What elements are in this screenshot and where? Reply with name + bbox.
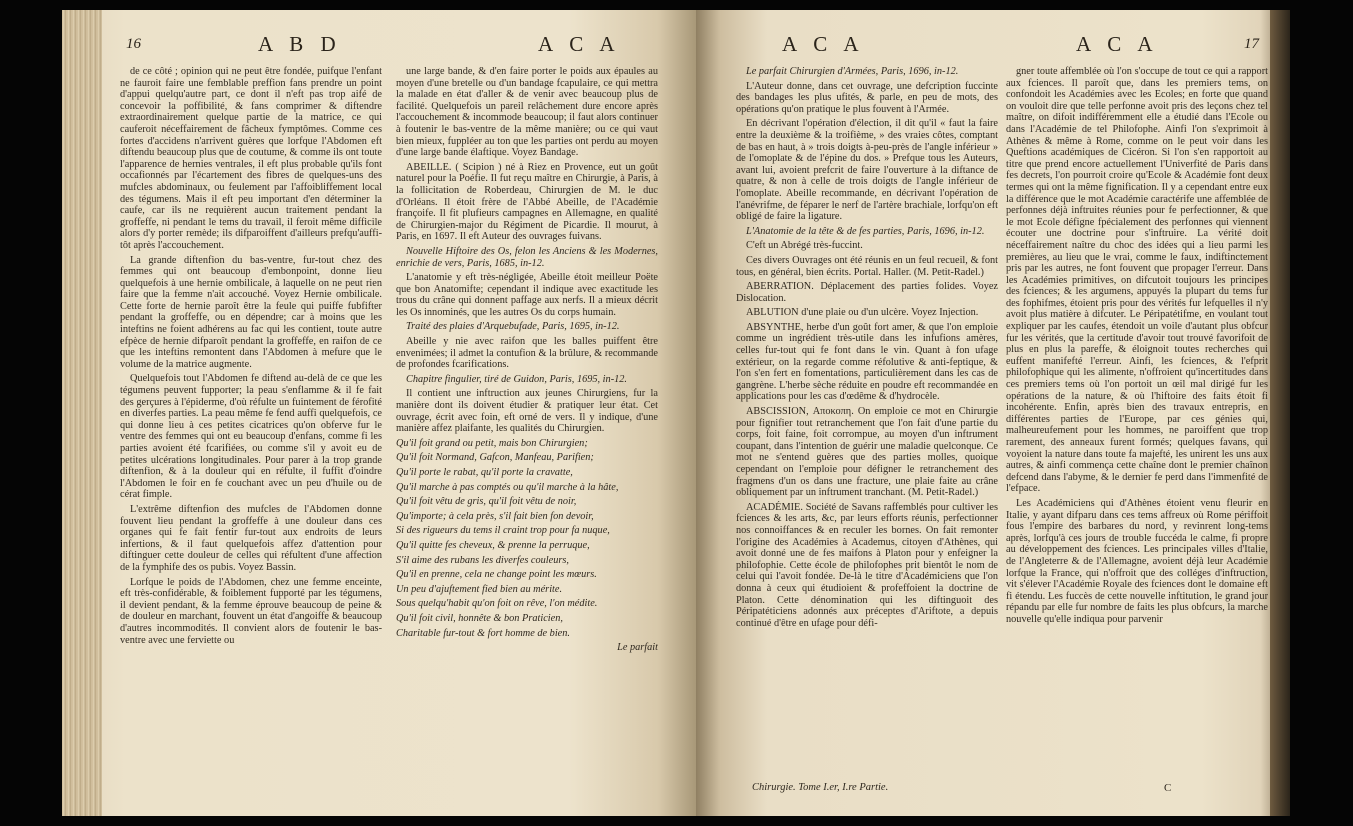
paragraph: Quelquefois tout l'Abdomen fe diftend au-delà de ce que les tégumens peuvent fupporter; la peau s'enflamme & il fe fait des gerçures à l'épiderme, d'où réfulte un fuintement de férofité en diverfes parties. La peau même fe fend auffi quelquefois, ce qui donne lieu à ces petites cicatrices qu'on obferve fur le ventre des femmes qui ont eu beaucoup d'enfans, comme fi les parties avoient été fcarifiées, ou comme s'il y avoit eu de petites ulcérations longitudinales. Pour parer à la trop grande diftenfion, & à la douleur qui en réfulte, il fuffit d'oindre l'Abdomen le foir en fe couchant avec un peu d'huile ou de cérat fimple. (120, 373, 382, 501)
page-edges (62, 10, 102, 816)
paragraph: ABEILLE. ( Scipion ) né à Riez en Provence, eut un goût naturel pour la Poéfie. Il fut reçu maître en Chirurgie, à Paris, à la follicitation de Roberdeau, Chirurgien de M. le duc d'Orléans. Il étoit frère de l'Abbé Abeille, de l'Académie françoife. Il fit plufieurs campagnes en Allemagne, en qualité de Chirurgien-major du Régiment de Picardie. Il mourut, à Paris, en 1697. Il eft Auteur des ouvrages fuivans. (396, 161, 658, 243)
page-edge-right (1270, 10, 1290, 816)
paragraph: ABSCISSION, Αποκοπη. On emploie ce mot en Chirurgie pour fignifier tout retranchement que l'on fait d'une partie du corps, foit faine, foit corrompue, au moyen d'un inftrument coupant, dans l'intention de guérir une maladie quelconque. Ce mot ne s'entend guères que des parties molles, quoique cependant on l'emploie pour défigner le retranchement des fragmens d'un os dans une fracture, une plaie faite au crâne obliquement par un inftrument tranchant. (M. Petit-Radel.) (736, 406, 998, 499)
right-page (696, 10, 1290, 816)
left-column-2 (396, 66, 658, 784)
paragraph: Chapitre fingulier, tiré de Guidon, Paris, 1695, in-12. (406, 373, 627, 385)
paragraph: Qu'il foit grand ou petit, mais bon Chirurgien; (396, 437, 588, 449)
paragraph: ABSYNTHE, herbe d'un goût fort amer, & que l'on emploie comme un ingrédient très-utile dans les infufions amères, celles fur-tout qui fe font dans le vin. Quant à fon ufage extérieur, on la regarde comme réfolutive & anti-feptique, & l'on s'en fert en fomentations, particulièrement dans les cas de gangrène. L'herbe sèche réduite en poudre eft recommandée en applications pour les cas d'œdême & d'hydrocèle. (736, 321, 998, 403)
paragraph: Abeille y nie avec raifon que les balles puiffent être envenimées; il admet la contufion & la brûlure, & recommande de profondes fcarifications. (396, 336, 658, 371)
left-page (62, 10, 696, 816)
running-head-abd: A B D (258, 32, 342, 56)
paragraph: C'eft un Abrégé très-fuccint. (746, 240, 863, 252)
paragraph: Sous quelqu'habit qu'on foit on rêve, l'on médite. (396, 598, 598, 610)
paragraph: de ce côté ; opinion qui ne peut être fondée, puifque l'enfant ne fauroit faire une femblable preffion fans prendre un point d'appui quelqu'autre part, ce dont il n'eft pas trop aifé de concevoir la poffibilité, & fans comprimer & diftendre extraordinairement quelque partie de la matrice, ce qui cauferoit néceffairement de fâcheux fymptômes. Comme ces fortes d'accidens n'arrivent guères que lorfque l'Abdomen eft diftendu beaucoup plus que de coutume, & comme ils ont toute l'apparence de hernies ventrales, il eft plus probable qu'ils font occafionnés par l'écartement des fibres de quelques-uns des mufcles abdominaux, ou feulement par l'affoibliffement local des tégumens. Mais il eft peu important d'en déterminer la caufe, car ils ne requièrent aucun traitement pendant la groffeffe, ni pendant le tems du travail, il feroit même difficile alors d'y porter remède; ils difparoiffent d'ailleurs prefqu'auffi-tôt après l'accouchement. (120, 66, 382, 251)
signature-mark: C (1164, 782, 1172, 794)
paragraph: Les Académiciens qui d'Athènes étoient venu fleurir en Italie, y ayant difparu dans ces tems affreux où Rome périffoit fous l'empire des barbares du nord, y revinrent long-tems après, lorfqu'à ces jours de trouble fuccéda le calme, fi propre au développement des fciences. Les principales villes d'Italie, de l'Angleterre & de l'Allemagne, avoient déjà leur Académie lorfque la France, qui n'offroit que des colléges d'inftruction, vit s'élever l'Académie Royale des fciences dont le domaine eft fi étendu. Les fuccès de cette nouvelle inftitution, le grand jour répandu par elle fur nombre de faits les plus obfcurs, la marche nouvelle qu'elle indiqua pour parvenir (1006, 497, 1268, 625)
paragraph: Le parfait (617, 642, 658, 654)
paragraph: Qu'il en prenne, cela ne change point les mœurs. (396, 569, 597, 581)
paragraph: L'Anatomie de la tête & de fes parties, Paris, 1696, in-12. (746, 225, 985, 237)
right-column-1 (736, 66, 998, 784)
running-head-aca-1: A C A (782, 32, 865, 56)
paragraph: ACADÉMIE. Société de Savans raffemblés pour cultiver les fciences & les arts, &c, par leurs efforts réunis, perfectionner nos connoiffances & en reculer les bornes. On fait remonter l'origine des Académies à Academus, citoyen d'Athènes, qui avoit donné une de fes maifons à Platon pour y enfeigner la philofophie. Cette école de philofophes prit bientôt le nom de celui qui l'avoit fondée. De-là le titre d'Académiciens que l'on donna à ceux qui étudioient & profeffoient la doctrine de Platon. Cette dénomination qui les diftinguoit des Péripatéticiens adonnés aux préceptes d'Ariftote, a depuis continué d'être en ufage pour défi- (736, 501, 998, 629)
page-number-right: 17 (1244, 36, 1259, 52)
paragraph: Qu'il foit civil, honnête & bon Praticien, (396, 612, 563, 624)
paragraph: L'extrême diftenfion des mufcles de l'Abdomen donne fouvent lieu pendant la groffeffe à une douleur dans ces organes qui fe fait fentir fur-tout aux endroits de leurs infertions, & il faut quelquefois affez d'attention pour diftinguer cette douleur de celles qui réfultent d'une affection de la fymphife des os pubis. Voyez Bassin. (120, 503, 382, 573)
paragraph: Qu'il marche à pas comptés ou qu'il marche à la hâte, (396, 481, 619, 493)
paragraph: Il contient une inftruction aux jeunes Chirurgiens, fur la manière dont ils doivent étudier & pratiquer leur état. Cet ouvrage, écrit avec foin, eft orné de vers. Il y indique, d'une manière affez plaifante, les qualités du Chirurgien. (396, 388, 658, 435)
paragraph: Nouvelle Hiftoire des Os, felon les Anciens & les Modernes, enrichie de vers, Paris, 1685, in-12. (396, 245, 658, 269)
paragraph: Lorfque le poids de l'Abdomen, chez une femme enceinte, eft très-confidérable, & foiblement fupporté par les tégumens, il devient pendant, & la femme éprouve beaucoup de peine & de douleur en marchant, fouvent un état d'angoiffe & beaucoup d'autres incommodités. Il convient alors de foutenir le bas-ventre avec une ferviette ou (120, 576, 382, 646)
paragraph: Un peu d'ajuftement fied bien au mérite. (396, 583, 563, 595)
right-column-2 (1006, 66, 1268, 784)
paragraph: une large bande, & d'en faire porter le poids aux épaules au moyen d'une bretelle ou d'un bandage fcapulaire, ce qui mettra la malade en état d'aller & de venir avec beaucoup plus de facilité. Quelquefois un pareil relâchement dure encore après l'accouchement & incommode beaucoup; il faut alors continuer à foutenir le bas-ventre de la même manière; ou ce qui vaut bien mieux, fuppléer au ton que les parties ont perdu au moyen d'une large bande élaftique. Voyez Bandage. (396, 66, 658, 159)
paragraph: Qu'il foit vêtu de gris, qu'il foit vêtu de noir, (396, 496, 577, 508)
paragraph: Le parfait Chirurgien d'Armées, Paris, 1696, in-12. (746, 66, 959, 77)
page-number-left: 16 (126, 36, 141, 52)
paragraph: L'Auteur donne, dans cet ouvrage, une defcription fuccinte des bandages les plus ufités, & parle, en peu de mots, des opérations qu'on pratique le plus fouvent à l'Armée. (736, 80, 998, 115)
paragraph: En décrivant l'opération d'élection, il dit qu'il « faut la faire entre la deuxième & la troifième, » des vraies côtes, comptant de bas en haut, à » trois doigts à-peu-près de l'angle inférieur » de l'omoplate & de l'épine du dos. » Prefque tous les Auteurs, avant lui, avoient prefcrit de faire l'ouverture à la diftance de quatre, & non à celle de trois doigts de l'angle inférieur de l'omoplate. Abeille recommande, en décrivant l'opération de l'anévrifme, de féparer le nerf de l'artère brachiale, lorfqu'on eft obligé de faire la ligature. (736, 118, 998, 223)
paragraph: Qu'il quitte fes cheveux, & prenne la perruque, (396, 539, 590, 551)
paragraph: Ces divers Ouvrages ont été réunis en un feul recueil, & font tous, en général, bien écrits. Portal. Haller. (M. Petit-Radel.) (736, 254, 998, 278)
paragraph: S'il aime des rubans les diverfes couleurs, (396, 554, 569, 566)
running-head-aca-left: A C A (538, 32, 621, 56)
paragraph: Qu'il foit Normand, Gafcon, Manfeau, Parifien; (396, 452, 594, 464)
paragraph: Traité des plaies d'Arquebufade, Paris, 1695, in-12. (406, 321, 620, 333)
paragraph: Qu'il porte le rabat, qu'il porte la cravatte, (396, 467, 573, 478)
left-column-1 (120, 66, 382, 784)
open-book (62, 10, 1290, 816)
paragraph: Si des rigueurs du tems il craint trop pour fa nuque, (396, 525, 610, 537)
paragraph: gner toute affemblée où l'on s'occupe de tout ce qui a rapport aux fciences. Il paroît que, dans les premiers tems, on confondoit les Académies avec les Ecoles; en forte que quand on vouloit dire que telle perfonne avoit pris des leçons chez tel maître, on difoit indifféremment elle a étudié dans l'Ecole ou dans l'Académie de tel Philofophe. Ainfi l'on s'exprimoit à Athènes & même à Rome, comme on le peut voir dans les Queftions académiques de Cicéron. Si l'on s'en rapportoit au titre que prend encore actuellement l'Univerfité de Paris dans fes decrets, l'on pourroit croire qu'Ecole & Académie font deux termes qui ont la même fignification. Il y a cependant entre eux la différence que le mot Académie caractérife une affemblée de perfonnes déjà inftruites réunies pour fe perfectionner, & que le mot Ecole défigne fpécialement des perfonnes qui viennent écouter une doctrine pour s'inftruire. La vérité doit néceffairement naître du choc des idées qui a lieu parmi les premières, au lieu que le vrai, comme le faux, indiftinctement pris par les autres, ne font fouvent que propager l'erreur. Dans les Académies primitives, on difcutoit toujours les principes des fciences; & les argumens, appuyés la plupart du tems fur des fophifmes, étoient pris pour des vérités fur lefquelles il n'y avoit plus matière à difcuter. Le Péripatétifme, en voulant tout expliquer par les caufes, étendoit un voile d'autant plus obfcur fur les vérités, que la certitude d'avoir tout trouvé favorifoit de plus en plus la pareffe, & éloignoit toutes recherches qui euffent manifefté l'erreur. Ainfi, les fciences, & l'efprit philofophique qui les alimente, n'offroient qu'incertitudes dans ces premiers tems où l'on portoit un œil mal dirigé fur les opérations de la nature, & où l'hiftoire des faits étoit fi incohérente. Enfin, après bien des travaux entrepris, en différentes parties de l'Europe, par ces génies qui, malheureufement pour les hommes, ne paroiffent que trop rarement, des anneaux furent formés; quelques favans, qui voyoient la nature dans toute fa majefté, les unirent les uns aux autres, & ainfi commença cette chaîne dont le premier chaînon defcend dans l'abyme, & le dernier fe perd dans l'immenfité de l'efpace. (1006, 66, 1268, 495)
paragraph: ABERRATION. Déplacement des parties folides. Voyez Dislocation. (736, 281, 998, 304)
paragraph: L'anatomie y eft très-négligée, Abeille étoit meilleur Poëte que bon Anatomifte; cependant il indique avec exactitude les trous du crâne qui donnent paffage aux nerfs. Il a mieux décrit les Os innominés, que les autres Os du corps humain. (396, 272, 658, 318)
running-head-aca-2: A C A (1076, 32, 1159, 56)
paragraph: Charitable fur-tout & fort homme de bien. (396, 627, 570, 639)
page-footer: Chirurgie. Tome I.er, I.re Partie. (752, 782, 889, 793)
paragraph: ABLUTION d'une plaie ou d'un ulcère. Voyez Injection. (746, 307, 979, 319)
paragraph: Qu'importe; à cela près, s'il fait bien fon devoir, (396, 510, 594, 522)
paragraph: La grande diftenfion du bas-ventre, fur-tout chez des femmes qui ont beaucoup d'embonpoint, donne lieu quelquefois à une hernie ombilicale, à laquelle on ne peut rien faire que la femme n'ait accouché. Voyez Hernie ombilicale. Cette forte de hernie paroît être la feule qui puiffe fubfifter pendant la groffeffe, ou en dépendre; car à moins que les inteftins ne foient adhérens au fac qui les contient, toute autre efpèce de hernie difparoît pendant la groffeffe, en raifon de ce que les inteftins remontent dans l'Abdomen à mefure que le volume de la matrice augmente. (120, 254, 382, 370)
